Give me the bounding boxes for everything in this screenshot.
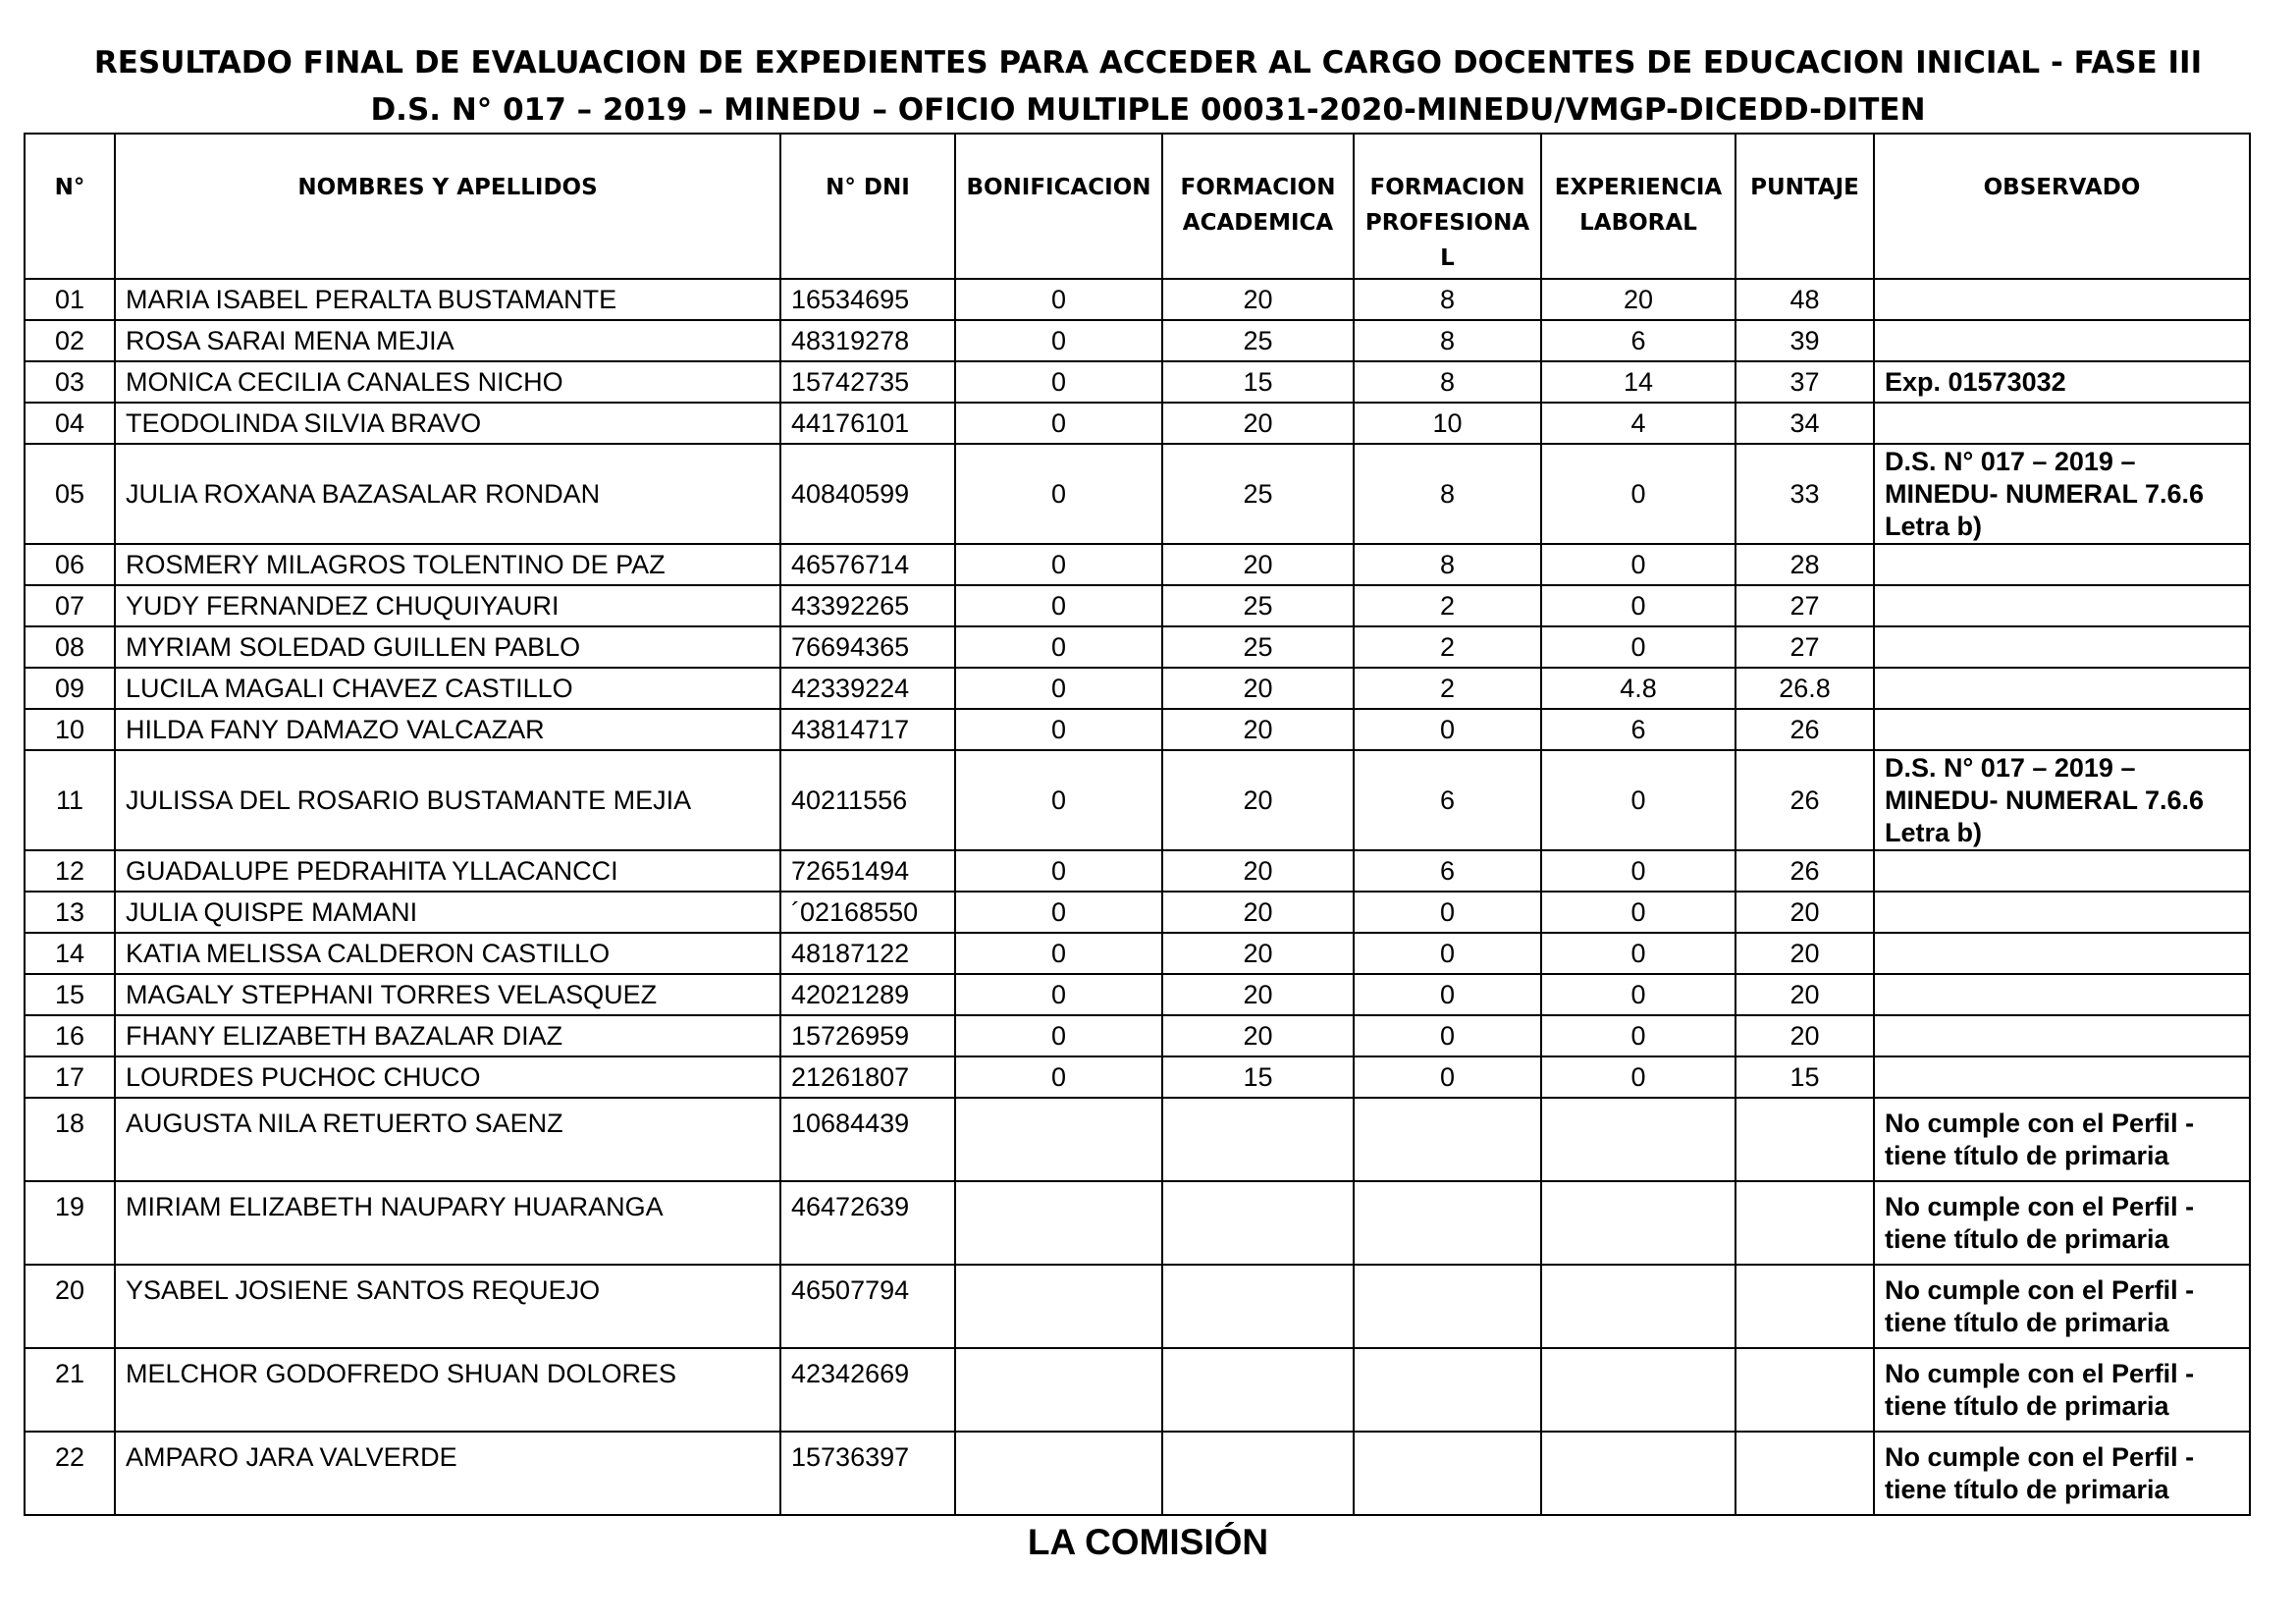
cell-bonificacion: 0 (955, 933, 1162, 974)
cell-experiencia-laboral (1541, 1265, 1735, 1348)
cell-bonificacion: 0 (955, 668, 1162, 709)
cell-number: 17 (25, 1056, 115, 1098)
cell-experiencia-laboral: 0 (1541, 544, 1735, 585)
cell-formacion-profesional: 0 (1354, 933, 1541, 974)
cell-formacion-academica: 20 (1162, 750, 1354, 850)
cell-bonificacion: 0 (955, 892, 1162, 933)
cell-number: 20 (25, 1265, 115, 1348)
cell-experiencia-laboral: 20 (1541, 279, 1735, 320)
cell-observado: D.S. N° 017 – 2019 – MINEDU- NUMERAL 7.6.6 Letra b) (1874, 750, 2250, 850)
cell-puntaje: 33 (1735, 444, 1874, 544)
table-row (25, 444, 2250, 544)
cell-puntaje: 39 (1735, 320, 1874, 361)
cell-formacion-academica: 20 (1162, 403, 1354, 444)
cell-name: YUDY FERNANDEZ CHUQUIYAURI (115, 585, 780, 626)
cell-experiencia-laboral: 0 (1541, 1056, 1735, 1098)
cell-puntaje (1735, 1265, 1874, 1348)
cell-formacion-profesional: 8 (1354, 279, 1541, 320)
cell-experiencia-laboral (1541, 1432, 1735, 1515)
cell-bonificacion (955, 1181, 1162, 1265)
cell-dni: 15742735 (780, 361, 955, 403)
cell-bonificacion: 0 (955, 1056, 1162, 1098)
cell-name: YSABEL JOSIENE SANTOS REQUEJO (115, 1265, 780, 1348)
cell-formacion-academica: 20 (1162, 668, 1354, 709)
cell-formacion-profesional (1354, 1181, 1541, 1265)
cell-number: 15 (25, 974, 115, 1015)
cell-puntaje: 27 (1735, 585, 1874, 626)
cell-dni: 16534695 (780, 279, 955, 320)
cell-observado (1874, 933, 2250, 974)
cell-dni: 43392265 (780, 585, 955, 626)
cell-dni: 42342669 (780, 1348, 955, 1432)
cell-number: 22 (25, 1432, 115, 1515)
cell-number: 13 (25, 892, 115, 933)
cell-formacion-academica: 20 (1162, 850, 1354, 892)
cell-formacion-profesional (1354, 1348, 1541, 1432)
cell-formacion-profesional: 0 (1354, 1056, 1541, 1098)
table-row (25, 933, 2250, 974)
cell-puntaje: 26 (1735, 709, 1874, 750)
results-table (24, 133, 2251, 1516)
cell-name: ROSMERY MILAGROS TOLENTINO DE PAZ (115, 544, 780, 585)
cell-number: 09 (25, 668, 115, 709)
cell-number: 14 (25, 933, 115, 974)
cell-observado (1874, 585, 2250, 626)
cell-formacion-profesional: 8 (1354, 320, 1541, 361)
cell-puntaje: 48 (1735, 279, 1874, 320)
cell-dni: 42021289 (780, 974, 955, 1015)
cell-experiencia-laboral: 0 (1541, 1015, 1735, 1056)
cell-name: MAGALY STEPHANI TORRES VELASQUEZ (115, 974, 780, 1015)
table-row (25, 585, 2250, 626)
table-row (25, 974, 2250, 1015)
cell-bonificacion: 0 (955, 585, 1162, 626)
cell-name: ROSA SARAI MENA MEJIA (115, 320, 780, 361)
cell-bonificacion: 0 (955, 279, 1162, 320)
cell-observado (1874, 850, 2250, 892)
cell-observado (1874, 320, 2250, 361)
cell-formacion-profesional: 8 (1354, 544, 1541, 585)
cell-name: FHANY ELIZABETH BAZALAR DIAZ (115, 1015, 780, 1056)
cell-name: LOURDES PUCHOC CHUCO (115, 1056, 780, 1098)
cell-bonificacion: 0 (955, 1015, 1162, 1056)
cell-experiencia-laboral (1541, 1348, 1735, 1432)
cell-puntaje (1735, 1432, 1874, 1515)
header-formacion-academica: FORMACION ACADEMICA (1162, 134, 1354, 279)
header-name: NOMBRES Y APELLIDOS (115, 134, 780, 279)
cell-dni: 48187122 (780, 933, 955, 974)
cell-puntaje (1735, 1098, 1874, 1181)
cell-experiencia-laboral (1541, 1098, 1735, 1181)
header-observado: OBSERVADO (1874, 134, 2250, 279)
cell-number: 10 (25, 709, 115, 750)
cell-experiencia-laboral: 0 (1541, 850, 1735, 892)
cell-dni: 43814717 (780, 709, 955, 750)
cell-number: 11 (25, 750, 115, 850)
cell-experiencia-laboral: 6 (1541, 320, 1735, 361)
cell-formacion-profesional: 0 (1354, 892, 1541, 933)
cell-observado (1874, 279, 2250, 320)
cell-formacion-profesional (1354, 1432, 1541, 1515)
cell-observado: No cumple con el Perfil - tiene título de primaria (1874, 1348, 2250, 1432)
cell-number: 05 (25, 444, 115, 544)
table-row (25, 626, 2250, 668)
cell-formacion-academica: 25 (1162, 585, 1354, 626)
cell-bonificacion: 0 (955, 709, 1162, 750)
cell-name: AMPARO JARA VALVERDE (115, 1432, 780, 1515)
cell-formacion-profesional: 6 (1354, 750, 1541, 850)
cell-formacion-academica: 25 (1162, 320, 1354, 361)
table-row (25, 279, 2250, 320)
cell-dni: 46576714 (780, 544, 955, 585)
header-experiencia-laboral: EXPERIENCIA LABORAL (1541, 134, 1735, 279)
table-row (25, 1432, 2250, 1515)
cell-name: JULISSA DEL ROSARIO BUSTAMANTE MEJIA (115, 750, 780, 850)
cell-name: KATIA MELISSA CALDERON CASTILLO (115, 933, 780, 974)
cell-dni: 76694365 (780, 626, 955, 668)
table-row (25, 1056, 2250, 1098)
table-row (25, 750, 2250, 850)
cell-bonificacion: 0 (955, 403, 1162, 444)
cell-experiencia-laboral: 6 (1541, 709, 1735, 750)
cell-dni: 40840599 (780, 444, 955, 544)
cell-puntaje: 20 (1735, 974, 1874, 1015)
cell-formacion-academica: 25 (1162, 626, 1354, 668)
cell-bonificacion: 0 (955, 750, 1162, 850)
cell-bonificacion: 0 (955, 974, 1162, 1015)
cell-observado: No cumple con el Perfil - tiene título de primaria (1874, 1432, 2250, 1515)
cell-formacion-academica (1162, 1098, 1354, 1181)
table-row (25, 892, 2250, 933)
cell-formacion-profesional: 8 (1354, 444, 1541, 544)
cell-dni: 40211556 (780, 750, 955, 850)
cell-bonificacion (955, 1098, 1162, 1181)
cell-dni: 72651494 (780, 850, 955, 892)
cell-bonificacion (955, 1265, 1162, 1348)
cell-puntaje: 28 (1735, 544, 1874, 585)
cell-name: TEODOLINDA SILVIA BRAVO (115, 403, 780, 444)
cell-experiencia-laboral: 0 (1541, 933, 1735, 974)
cell-observado (1874, 1056, 2250, 1098)
table-row (25, 850, 2250, 892)
cell-formacion-profesional: 2 (1354, 585, 1541, 626)
cell-number: 08 (25, 626, 115, 668)
cell-dni: 48319278 (780, 320, 955, 361)
header-dni: N° DNI (780, 134, 955, 279)
header-bonificacion: BONIFICACION (955, 134, 1162, 279)
cell-dni: 44176101 (780, 403, 955, 444)
header-puntaje: PUNTAJE (1735, 134, 1874, 279)
cell-dni: 21261807 (780, 1056, 955, 1098)
cell-name: MELCHOR GODOFREDO SHUAN DOLORES (115, 1348, 780, 1432)
cell-bonificacion: 0 (955, 850, 1162, 892)
cell-bonificacion (955, 1348, 1162, 1432)
cell-formacion-academica (1162, 1432, 1354, 1515)
cell-dni: 10684439 (780, 1098, 955, 1181)
cell-experiencia-laboral: 0 (1541, 750, 1735, 850)
cell-number: 21 (25, 1348, 115, 1432)
cell-experiencia-laboral: 4 (1541, 403, 1735, 444)
cell-puntaje: 34 (1735, 403, 1874, 444)
table-body (25, 279, 2250, 1515)
table-row (25, 320, 2250, 361)
cell-formacion-academica: 20 (1162, 544, 1354, 585)
table-header-row (25, 134, 2250, 279)
cell-formacion-academica: 15 (1162, 1056, 1354, 1098)
table-row (25, 668, 2250, 709)
cell-formacion-academica (1162, 1348, 1354, 1432)
cell-puntaje: 26 (1735, 750, 1874, 850)
table-row (25, 1098, 2250, 1181)
cell-formacion-profesional (1354, 1098, 1541, 1181)
cell-number: 02 (25, 320, 115, 361)
cell-experiencia-laboral: 0 (1541, 444, 1735, 544)
cell-formacion-academica: 20 (1162, 709, 1354, 750)
cell-formacion-profesional (1354, 1265, 1541, 1348)
cell-name: MYRIAM SOLEDAD GUILLEN PABLO (115, 626, 780, 668)
cell-formacion-profesional: 2 (1354, 626, 1541, 668)
cell-name: MARIA ISABEL PERALTA BUSTAMANTE (115, 279, 780, 320)
signature-block: LA COMISIÓN (1027, 1522, 1269, 1562)
cell-formacion-profesional: 0 (1354, 709, 1541, 750)
cell-formacion-academica: 20 (1162, 933, 1354, 974)
cell-experiencia-laboral: 0 (1541, 892, 1735, 933)
header-formacion-profesional: FORMACION PROFESIONA L (1354, 134, 1541, 279)
cell-formacion-academica: 25 (1162, 444, 1354, 544)
cell-bonificacion: 0 (955, 544, 1162, 585)
cell-dni: 15736397 (780, 1432, 955, 1515)
cell-number: 04 (25, 403, 115, 444)
cell-name: JULIA QUISPE MAMANI (115, 892, 780, 933)
cell-dni: ´02168550 (780, 892, 955, 933)
header-number: N° (25, 134, 115, 279)
table-row (25, 1181, 2250, 1265)
cell-formacion-profesional: 8 (1354, 361, 1541, 403)
cell-puntaje: 37 (1735, 361, 1874, 403)
cell-number: 18 (25, 1098, 115, 1181)
cell-observado (1874, 1015, 2250, 1056)
cell-observado (1874, 668, 2250, 709)
cell-observado (1874, 403, 2250, 444)
cell-number: 03 (25, 361, 115, 403)
cell-observado (1874, 974, 2250, 1015)
cell-observado (1874, 709, 2250, 750)
cell-number: 16 (25, 1015, 115, 1056)
table-row (25, 1265, 2250, 1348)
table-row (25, 403, 2250, 444)
cell-number: 06 (25, 544, 115, 585)
cell-dni: 42339224 (780, 668, 955, 709)
cell-name: GUADALUPE PEDRAHITA YLLACANCCI (115, 850, 780, 892)
cell-observado: D.S. N° 017 – 2019 – MINEDU- NUMERAL 7.6.6 Letra b) (1874, 444, 2250, 544)
cell-formacion-profesional: 6 (1354, 850, 1541, 892)
cell-name: LUCILA MAGALI CHAVEZ CASTILLO (115, 668, 780, 709)
document-title: RESULTADO FINAL DE EVALUACION DE EXPEDIENTES PARA ACCEDER AL CARGO DOCENTES DE EDUCACION INICIAL - FASE III (93, 45, 2203, 81)
cell-puntaje (1735, 1348, 1874, 1432)
cell-formacion-academica: 20 (1162, 279, 1354, 320)
cell-observado: Exp. 01573032 (1874, 361, 2250, 403)
cell-dni: 46472639 (780, 1181, 955, 1265)
cell-bonificacion: 0 (955, 444, 1162, 544)
cell-puntaje: 20 (1735, 892, 1874, 933)
cell-observado: No cumple con el Perfil - tiene título de primaria (1874, 1098, 2250, 1181)
cell-puntaje: 26 (1735, 850, 1874, 892)
cell-number: 07 (25, 585, 115, 626)
cell-bonificacion (955, 1432, 1162, 1515)
cell-puntaje (1735, 1181, 1874, 1265)
cell-experiencia-laboral: 0 (1541, 626, 1735, 668)
document-subtitle: D.S. N° 017 – 2019 – MINEDU – OFICIO MULTIPLE 00031-2020-MINEDU/VMGP-DICEDD-DITEN (370, 92, 1926, 128)
cell-formacion-academica: 20 (1162, 892, 1354, 933)
cell-experiencia-laboral: 0 (1541, 974, 1735, 1015)
cell-name: AUGUSTA NILA RETUERTO SAENZ (115, 1098, 780, 1181)
cell-formacion-profesional: 0 (1354, 1015, 1541, 1056)
table-row (25, 361, 2250, 403)
cell-name: JULIA ROXANA BAZASALAR RONDAN (115, 444, 780, 544)
cell-observado (1874, 544, 2250, 585)
cell-number: 19 (25, 1181, 115, 1265)
cell-formacion-academica: 15 (1162, 361, 1354, 403)
table-row (25, 1015, 2250, 1056)
cell-bonificacion: 0 (955, 320, 1162, 361)
cell-experiencia-laboral: 0 (1541, 585, 1735, 626)
cell-experiencia-laboral: 14 (1541, 361, 1735, 403)
cell-name: MIRIAM ELIZABETH NAUPARY HUARANGA (115, 1181, 780, 1265)
cell-experiencia-laboral: 4.8 (1541, 668, 1735, 709)
cell-name: MONICA CECILIA CANALES NICHO (115, 361, 780, 403)
cell-puntaje: 20 (1735, 1015, 1874, 1056)
cell-formacion-academica: 20 (1162, 974, 1354, 1015)
cell-puntaje: 20 (1735, 933, 1874, 974)
cell-dni: 46507794 (780, 1265, 955, 1348)
cell-experiencia-laboral (1541, 1181, 1735, 1265)
cell-formacion-academica (1162, 1265, 1354, 1348)
cell-puntaje: 27 (1735, 626, 1874, 668)
table-row (25, 1348, 2250, 1432)
cell-formacion-academica (1162, 1181, 1354, 1265)
table-row (25, 544, 2250, 585)
cell-formacion-profesional: 10 (1354, 403, 1541, 444)
cell-formacion-academica: 20 (1162, 1015, 1354, 1056)
cell-observado (1874, 626, 2250, 668)
cell-formacion-profesional: 0 (1354, 974, 1541, 1015)
cell-puntaje: 26.8 (1735, 668, 1874, 709)
cell-bonificacion: 0 (955, 626, 1162, 668)
cell-formacion-profesional: 2 (1354, 668, 1541, 709)
cell-puntaje: 15 (1735, 1056, 1874, 1098)
table-row (25, 709, 2250, 750)
cell-bonificacion: 0 (955, 361, 1162, 403)
cell-name: HILDA FANY DAMAZO VALCAZAR (115, 709, 780, 750)
cell-number: 12 (25, 850, 115, 892)
cell-dni: 15726959 (780, 1015, 955, 1056)
cell-observado (1874, 892, 2250, 933)
cell-observado: No cumple con el Perfil - tiene título de primaria (1874, 1265, 2250, 1348)
cell-observado: No cumple con el Perfil - tiene título de primaria (1874, 1181, 2250, 1265)
cell-number: 01 (25, 279, 115, 320)
